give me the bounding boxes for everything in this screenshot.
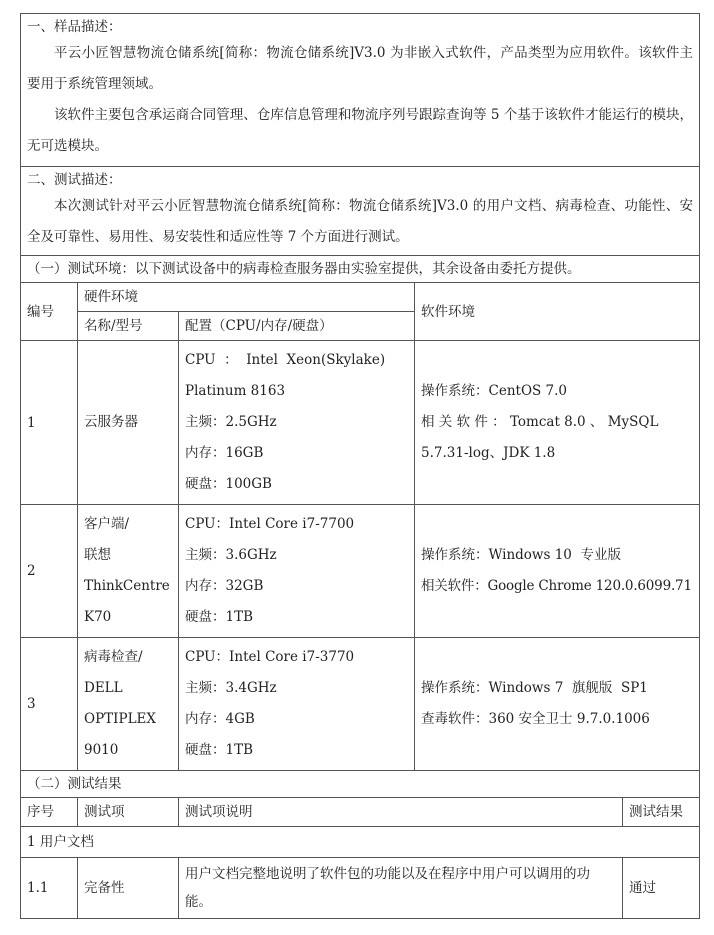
env-row-name-line: 云服务器 [84, 414, 138, 430]
env-row-name [78, 638, 179, 771]
env-row-cfg-line: CPU ： Intel Xeon(Skylake) [185, 352, 386, 368]
results-col-result: 测试结果 [623, 798, 700, 827]
env-heading-row [21, 256, 700, 283]
env-row-sw [415, 638, 700, 771]
env-row [21, 638, 700, 771]
env-row-sw-line: 查毒软件：360 安全卫士 9.7.0.1006 [421, 711, 650, 727]
env-row-name-line: 9010 [84, 742, 119, 758]
results-row-result: 通过 [623, 858, 700, 919]
env-row-cfg-line: 硬盘：1TB [185, 742, 254, 758]
env-row-cfg-line: 内存：16GB [185, 445, 264, 461]
env-row-cfg-line: 内存：4GB [185, 711, 255, 727]
env-heading: （一）测试环境：以下测试设备中的病毒检查服务器由实验室提供，其余设备由委托方提供。 [21, 256, 700, 283]
env-row-cfg [179, 638, 415, 771]
env-row-name-line: OPTIPLEX [84, 711, 157, 727]
env-row-sw-line: 操作系统：Windows 10 专业版 [421, 547, 621, 563]
env-row-sw [415, 341, 700, 505]
env-row-name-line: ThinkCentre [84, 578, 170, 594]
section2-heading: 二、测试描述： [27, 172, 122, 188]
results-heading-row [21, 771, 700, 798]
env-row-name-line: K70 [84, 609, 112, 625]
test-report-page [20, 13, 699, 919]
results-header-row [21, 798, 700, 827]
env-row-cfg-line: 硬盘：1TB [185, 609, 254, 625]
env-row-sw-line: 操作系统：Windows 7 旗舰版 SP1 [421, 680, 648, 696]
env-row-cfg [179, 341, 415, 505]
env-col-cfg: 配置（CPU/内存/硬盘） [179, 312, 415, 341]
env-row-name-line: 联想 [84, 547, 111, 563]
section1-para2: 该软件主要包含承运商合同管理、仓库信息管理和物流序列号跟踪查询等 5 个基于该软件才能运行的模块，无可选模块。 [27, 107, 694, 154]
results-col-item: 测试项 [78, 798, 179, 827]
env-col-hw: 硬件环境 [78, 283, 415, 312]
results-col-no: 序号 [21, 798, 78, 827]
env-row-cfg-line: Platinum 8163 [185, 383, 286, 399]
env-row-cfg-line: CPU：Intel Core i7-7700 [185, 516, 355, 532]
results-row [21, 858, 700, 919]
env-row-cfg-line: 主频：3.4GHz [185, 680, 277, 696]
env-row-no: 1 [21, 341, 78, 505]
env-row-sw-line: 操作系统：CentOS 7.0 [421, 383, 568, 399]
results-heading: （二）测试结果 [21, 771, 700, 798]
env-row-no: 3 [21, 638, 78, 771]
results-row-desc: 用户文档完整地说明了软件包的功能以及在程序中用户可以调用的功能。 [179, 858, 623, 919]
section2-para1: 本次测试针对平云小匠智慧物流仓储系统[简称：物流仓储系统]V3.0 的用户文档、病毒检查、功能性、安全及可靠性、易用性、易安装性和适应性等 7 个方面进行测试。 [27, 198, 694, 245]
env-row-sw-line: 相 关 软 件 ： Tomcat 8.0 、 MySQL [421, 414, 659, 430]
results-row-no: 1.1 [21, 858, 78, 919]
env-row-name-line: DELL [84, 680, 123, 696]
env-row-sw-line: 5.7.31-log、JDK 1.8 [421, 445, 556, 461]
env-row [21, 341, 700, 505]
env-row-name [78, 505, 179, 638]
env-row-cfg-line: 硬盘：100GB [185, 476, 272, 492]
results-row-item: 完备性 [78, 858, 179, 919]
env-row-name [78, 341, 179, 505]
results-col-desc: 测试项说明 [179, 798, 623, 827]
sample-description-section [21, 14, 700, 167]
env-row-cfg-line: 主频：3.6GHz [185, 547, 277, 563]
env-header-row [21, 283, 700, 312]
env-row-sw-line: 相关软件：Google Chrome 120.0.6099.71 [421, 578, 692, 594]
test-description-section [21, 167, 700, 256]
env-row-cfg-line: 主频：2.5GHz [185, 414, 277, 430]
env-row [21, 505, 700, 638]
env-row-cfg [179, 505, 415, 638]
env-col-sw: 软件环境 [415, 283, 700, 341]
env-row-sw [415, 505, 700, 638]
report-table [20, 13, 700, 919]
env-row-cfg-line: 内存：32GB [185, 578, 264, 594]
section1-para1: 平云小匠智慧物流仓储系统[简称：物流仓储系统]V3.0 为非嵌入式软件，产品类型为应用软件。该软件主要用于系统管理领域。 [27, 45, 694, 92]
env-row-cfg-line: CPU：Intel Core i7-3770 [185, 649, 355, 665]
env-row-no: 2 [21, 505, 78, 638]
env-col-name: 名称/型号 [78, 312, 179, 341]
results-group-row [21, 827, 700, 858]
env-col-no: 编号 [21, 283, 78, 341]
env-row-name-line: 客户端/ [84, 516, 130, 532]
results-group-label: 1 用户文档 [21, 827, 700, 858]
env-row-name-line: 病毒检查/ [84, 649, 143, 665]
section1-heading: 一、样品描述： [27, 19, 122, 35]
